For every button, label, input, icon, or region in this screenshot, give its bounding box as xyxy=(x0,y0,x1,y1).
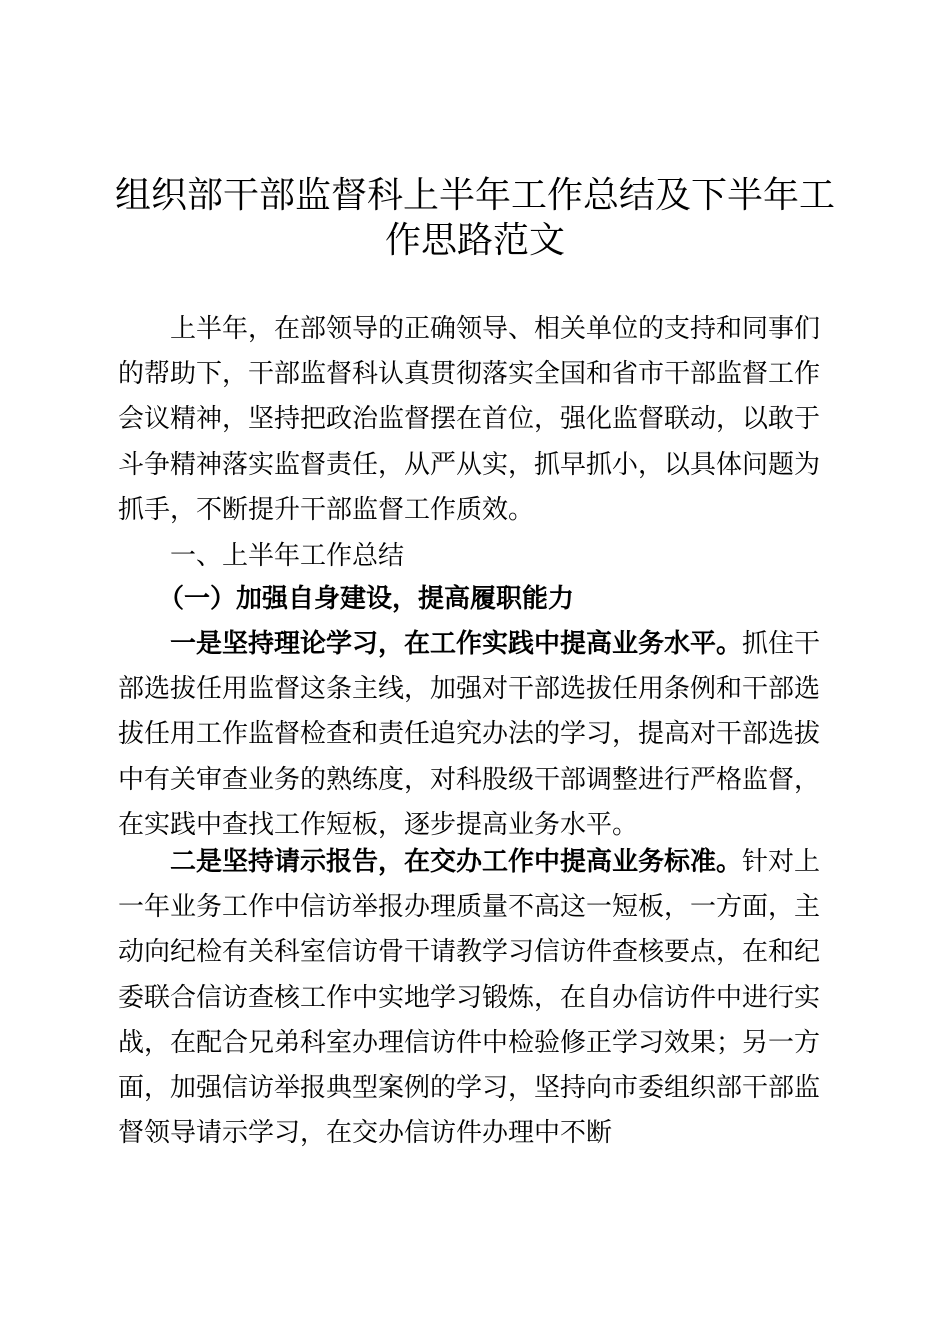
subsection-heading-text: （一）加强自身建设，提高履职能力 xyxy=(158,584,575,614)
paragraph-line: 的帮助下，干部监督科认真贯彻落实全国和省市干部监督工作 xyxy=(118,359,821,390)
title-line-2: 作思路范文 xyxy=(384,220,565,262)
point-two-lead-rest: 针对上 xyxy=(742,847,821,877)
paragraph-line: 在实践中查找工作短板，逐步提高业务水平。 xyxy=(118,809,639,840)
paragraph-line: 拔任用工作监督检查和责任追究办法的学习，提高对干部选拔 xyxy=(118,719,821,750)
paragraph-line: 会议精神，坚持把政治监督摆在首位，强化监督联动，以敢于 xyxy=(118,404,821,435)
point-two-paragraph xyxy=(118,840,834,1156)
paragraph-line: 动向纪检有关科室信访骨干请教学习信访件查核要点，在和纪 xyxy=(118,937,821,968)
point-one-lead: 一是坚持理论学习，在工作实践中提高业务水平。 xyxy=(170,629,743,659)
title-line-1: 组织部干部监督科上半年工作总结及下半年工 xyxy=(114,175,835,216)
paragraph-first-line xyxy=(118,840,834,885)
point-one-paragraph xyxy=(118,622,834,848)
paragraph-line: 上半年，在部领导的正确领导、相关单位的支持和同事们 xyxy=(170,314,821,344)
section-heading xyxy=(118,534,834,579)
paragraph-line: 委联合信访查核工作中实地学习锻炼，在自办信访件中进行实 xyxy=(118,982,821,1013)
paragraph-line: 战，在配合兄弟科室办理信访件中检验修正学习效果；另一方 xyxy=(118,1027,821,1058)
point-two-lead: 二是坚持请示报告，在交办工作中提高业务标准。 xyxy=(170,847,743,877)
paragraph-line: 督领导请示学习，在交办信访件办理中不断 xyxy=(118,1118,613,1149)
paragraph-first-line xyxy=(118,622,834,667)
paragraph-line: 部选拔任用监督这条主线，加强对干部选拔任用条例和干部选 xyxy=(118,674,821,705)
paragraph-line: 抓手，不断提升干部监督工作质效。 xyxy=(118,494,535,525)
paragraph-line: 斗争精神落实监督责任，从严从实，抓早抓小，以具体问题为 xyxy=(118,449,821,480)
paragraph-line: 中有关审查业务的熟练度，对科股级干部调整进行严格监督， xyxy=(118,764,821,795)
subsection-heading xyxy=(118,577,834,622)
intro-paragraph xyxy=(118,307,834,533)
point-one-lead-rest: 抓住干 xyxy=(742,629,821,659)
paragraph-line: 一年业务工作中信访举报办理质量不高这一短板，一方面，主 xyxy=(118,892,821,923)
section-heading-text: 一、上半年工作总结 xyxy=(170,541,405,571)
document-title xyxy=(100,172,850,262)
paragraph-line: 面，加强信访举报典型案例的学习，坚持向市委组织部干部监 xyxy=(118,1072,821,1103)
